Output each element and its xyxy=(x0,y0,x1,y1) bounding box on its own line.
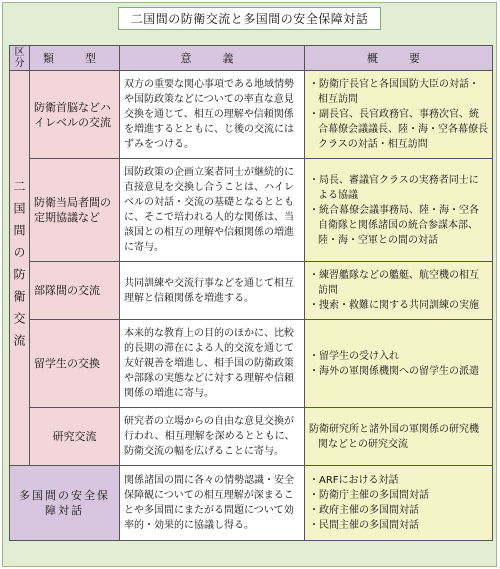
exchange-table xyxy=(9,45,493,541)
title-bar xyxy=(3,3,496,33)
type-cell: 防衛首脳などハイレベルの交流 xyxy=(30,71,120,159)
overview-item: ・民間主催の多国間対話 xyxy=(309,520,419,531)
page-title: 二国間の防衛交流と多国間の安全保障対話 xyxy=(118,7,382,30)
overview-item: ・ARFにおける対話 xyxy=(309,475,399,486)
overview-item: ・防衛庁主催の多国間対話 xyxy=(309,490,429,501)
overview-item: ・政府主催の多国間対話 xyxy=(309,505,419,516)
header-overview: 概 要 xyxy=(305,46,493,71)
overview-item: ・捜索・救難に関する共同訓練の実施 xyxy=(309,300,479,311)
overview-cell xyxy=(305,408,493,466)
overview-item: ・海外の軍関係機関への留学生の派遣 xyxy=(309,365,479,377)
overview-cell xyxy=(305,71,493,159)
overview-item: ・統合幕僚会議事務局、陸・海・空各自衛隊と関係諸国の統合参謀本部、陸・海・空軍との間の対話 xyxy=(309,204,479,246)
type-cell: 留学生の交換 xyxy=(30,320,120,408)
header-meaning: 意 義 xyxy=(120,46,305,71)
header-kubun: 区分 xyxy=(10,46,30,71)
overview-item: ・副長官、長官政務官、事務次官、統合幕僚会議議長、陸・海・空各幕僚長クラスの対話・相互訪問 xyxy=(309,109,488,150)
meaning-cell: 共同訓練や交流行事などを通じて相互理解と信頼関係を増進する。 xyxy=(120,262,305,320)
meaning-cell: 双方の重要な関心事項である地域情勢や国防政策などについての率直な意見交換を通じて、相互の理解や信頼関係を増進するとともに、じ後の交流にはずみをつける。 xyxy=(120,71,305,159)
meaning-cell: 国防政策の企画立案者同士が継続的に直接意見を交換し合うことは、ハイレベルの対話・交流の基礎となるとともに、そこで培われる人的な関係は、当該国との相互の理解や信頼関係の増進に寄与。 xyxy=(120,159,305,262)
meaning-cell: 本来的な教育上の目的のほかに、比較的長期の滞在による人的交流を通じて友好親善を増進し、相手国の防衛政策や部隊の実態などに対する理解や信頼関係の増進に寄与。 xyxy=(120,320,305,408)
figure-frame xyxy=(2,2,497,567)
multilateral-label: 多国間の安全保障対話 xyxy=(10,466,120,541)
row-multilateral xyxy=(10,466,493,541)
overview-item: 防衛研究所と諸外国の軍関係の研究機関などとの研究交流 xyxy=(309,423,479,450)
row-unit-exchange xyxy=(10,262,493,320)
overview-item: ・局長、審議官クラスの実務者同士による協議 xyxy=(309,174,479,201)
row-student-exchange xyxy=(10,320,493,408)
overview-item: ・練習艦隊などの艦艇、航空機の相互訪問 xyxy=(309,270,479,296)
row-research-exchange xyxy=(10,408,493,466)
overview-cell xyxy=(305,262,493,320)
overview-cell xyxy=(305,320,493,408)
header-type: 類 型 xyxy=(30,46,120,71)
type-cell: 部隊間の交流 xyxy=(30,262,120,320)
overview-item: ・防衛庁長官と各国国防大臣の対話・相互訪問 xyxy=(309,79,479,105)
type-cell: 研究交流 xyxy=(30,408,120,466)
row-high-level xyxy=(10,71,493,159)
row-defense-consultation xyxy=(10,159,493,262)
meaning-cell: 研究者の立場からの自由な意見交換が行われ、相互理解を深めるとともに、防衛交流の幅を広げることに寄与。 xyxy=(120,408,305,466)
overview-cell xyxy=(305,466,493,541)
group-bilateral-label: 二国間の防衛交流 xyxy=(12,180,26,356)
header-row xyxy=(10,46,493,71)
overview-cell xyxy=(305,159,493,262)
type-cell: 防衛当局者間の定期協議など xyxy=(30,159,120,262)
group-bilateral xyxy=(10,71,30,466)
meaning-cell: 関係諸国の間に各々の情勢認識・安全保障観についての相互理解が深まることや多国間にまたがる問題について効率的・効果的に協議し得る。 xyxy=(120,466,305,541)
overview-item: ・留学生の受け入れ xyxy=(309,350,399,362)
